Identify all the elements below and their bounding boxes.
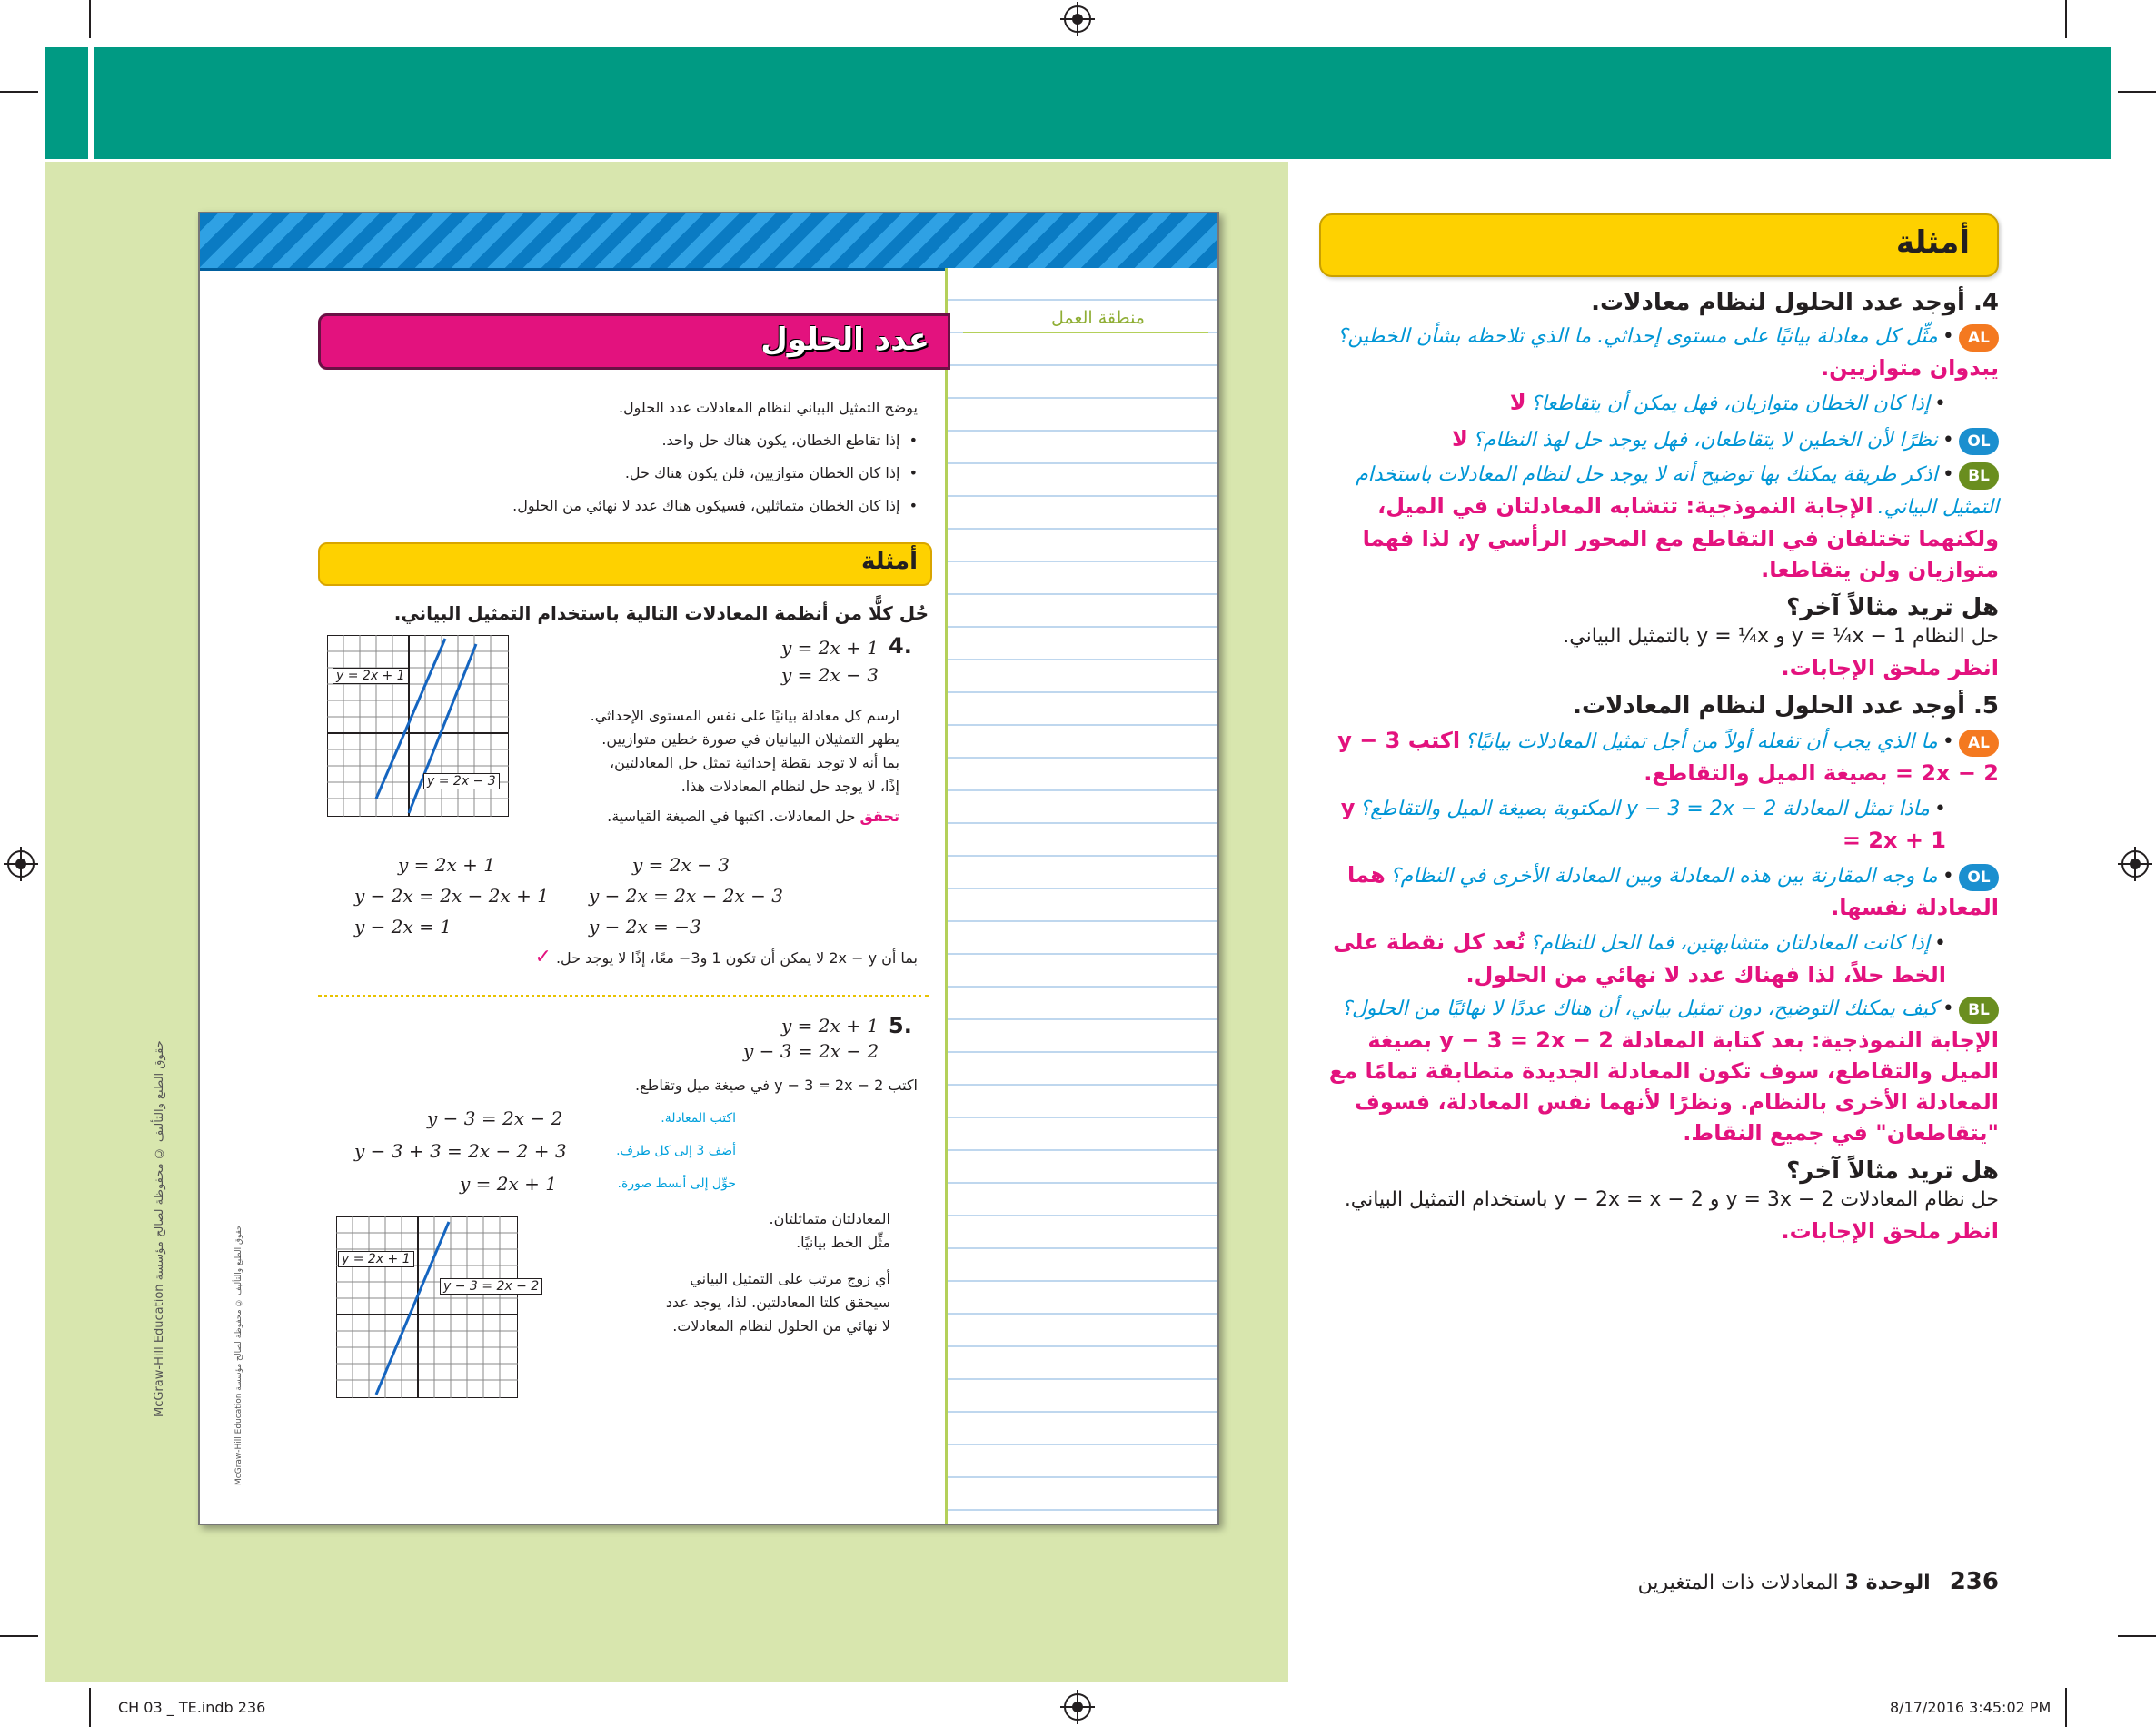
step-row: y − 3 = 2x − 2 اكتب المعادلة. xyxy=(427,1107,736,1129)
crop-mark xyxy=(2065,1688,2067,1727)
example-4-explanation: ارسم كل معادلة بيانيًا على نفس المستوى الإحداثي. يظهر التمثيلان البيانيان في صورة خطين متوازيين. بما أنه لا توجد نقطة إحداثية تمثل حل المعادلتين، إذًا، لا يوجد حل لنظام المعادلات هذا. xyxy=(590,707,899,795)
bl-badge: BL xyxy=(1959,462,1999,490)
check-label: تحقق xyxy=(859,808,899,825)
question-al: AL • ما الذي يجب أن تفعله أولاً من أجل تمثيل المعادلات بيانيًا؟ اكتب y − 3 = 2x − 2 بصيغة الميل والتقاطع. xyxy=(1337,728,1999,786)
example-4-number: 4. xyxy=(889,633,912,659)
step-row: y = 2x + 1 حوِّل إلى أبسط صورة. xyxy=(460,1173,736,1195)
side-copyright-small: McGraw-Hill Education حقوق الطبع والتأليف © محفوظة لصالح مؤسسة xyxy=(234,1225,243,1485)
ol-badge: OL xyxy=(1959,428,1999,455)
example-5-graph xyxy=(336,1216,518,1398)
step-row: y − 3 + 3 = 2x − 2 + 3 أضف 3 إلى كل طرف. xyxy=(354,1140,736,1162)
registration-mark-icon xyxy=(1064,5,1091,33)
example-4-conclusion: بما أن 2x − y لا يمكن أن تكون 1 و3− معًا، إذًا لا يوجد حل. ✓ xyxy=(534,946,918,968)
examples-title: أمثلة xyxy=(860,548,918,575)
list-item: • إذا كان الخطان متوازيين، فلن يكون هناك حل. xyxy=(624,464,918,481)
graph-label: y = 2x + 1 xyxy=(333,668,409,684)
example-5-instruction: اكتب 2 − y − 3 = 2x في صيغة ميل وتقاطع. xyxy=(635,1077,918,1094)
example-5-explanation: المعادلتان متماثلتان. مثِّل الخط بيانيًا. أي زوج مرتب على التمثيل البياني سيحقق كلتا المعادلتين. لذا، يوجد عدد لا نهائي من الحلول لنظام المعادلات. xyxy=(665,1210,890,1335)
divider xyxy=(318,995,929,997)
header-band xyxy=(45,47,2111,159)
crop-mark xyxy=(2118,1635,2156,1637)
registration-mark-icon xyxy=(2121,850,2149,878)
unit-title: المعادلات ذات المتغيرين xyxy=(1637,1572,1839,1594)
example-5-heading: 5. أوجد عدد الحلول لنظام المعادلات. xyxy=(1573,692,1999,720)
teacher-notes xyxy=(1326,289,1999,1246)
divider xyxy=(963,332,1208,333)
section-title-bar xyxy=(318,313,950,370)
unit-label: الوحدة 3 xyxy=(1844,1572,1931,1594)
check-mark-icon: ✓ xyxy=(534,946,551,968)
intro-block xyxy=(318,392,918,522)
graph-label: y − 3 = 2x − 2 xyxy=(440,1278,542,1295)
check-steps-right: y = 2x − 3 y − 2x = 2x − 2x − 3 y − 2x = −3 xyxy=(589,854,783,938)
check-steps-left: y = 2x + 1 y − 2x = 2x − 2x + 1 y − 2x = 1 xyxy=(354,854,549,938)
graph-label: y = 2x + 1 xyxy=(338,1251,414,1267)
crop-mark xyxy=(2118,91,2156,93)
section-title: عدد الحلول xyxy=(760,322,929,358)
crop-mark xyxy=(0,91,38,93)
al-badge: AL xyxy=(1959,730,1999,757)
example-5-number: 5. xyxy=(889,1013,912,1038)
another-example-title: هل تريد مثالاً آخر؟ xyxy=(1786,594,1999,621)
example-5-eq1: y = 2x + 1 xyxy=(781,1015,879,1037)
page-number: 236 xyxy=(1949,1568,1999,1595)
crop-mark xyxy=(0,1635,38,1637)
another-example-title: هل تريد مثالاً آخر؟ xyxy=(1786,1157,1999,1185)
work-area-title: منطقة العمل xyxy=(1051,308,1145,328)
examples-title: أمثلة xyxy=(1895,224,1970,261)
instruction: حُل كلًّا من أنظمة المعادلات التالية باستخدام التمثيل البياني. xyxy=(393,602,929,624)
list-item: • إذا تقاطع الخطان، يكون هناك حل واحد. xyxy=(661,432,918,449)
another-example-answer: انظر ملحق الإجابات. xyxy=(1781,1218,1999,1244)
crop-mark xyxy=(2065,0,2067,38)
question-ol: OL • نظرًا لأن الخطين لا يتقاطعان، فهل يوجد حل لهذ النظام؟ لا xyxy=(1326,423,1999,456)
example-4-eq1: y = 2x + 1 xyxy=(781,637,879,659)
question: • ماذا تمثل المعادلة y − 3 = 2x − 2 المكتوبة بصيغة الميل والتقاطع؟ y = 2x + 1 xyxy=(1340,795,1946,853)
question: • إذا كانت المعادلتان متشابهتين، فما الحل للنظام؟ تُعد كل نقطة على الخط حلاً، لذا فهناك عدد لا نهائي من الحلول. xyxy=(1333,929,1946,988)
slug-left: CH 03 _ TE.indb 236 xyxy=(118,1699,266,1716)
al-badge: AL xyxy=(1959,324,1999,352)
bl-badge: BL xyxy=(1959,997,1999,1024)
intro-text: يوضح التمثيل البياني لنظام المعادلات عدد الحلول. xyxy=(618,399,918,416)
question-al: AL • مثِّل كل معادلة بيانيًا على مستوى إحداثي. ما الذي تلاحظه بشأن الخطين؟ يبدوان متوازيين. xyxy=(1336,325,1999,381)
side-copyright: McGraw-Hill Education حقوق الطبع والتأليف © محفوظة لصالح مؤسسة xyxy=(153,1040,166,1417)
example-4-heading: 4. أوجد عدد الحلول لنظام معادلات. xyxy=(1591,289,1999,316)
list-item: • إذا كان الخطان متماثلين، فسيكون هناك عدد لا نهائي من الحلول. xyxy=(512,497,918,514)
another-example-answer: انظر ملحق الإجابات. xyxy=(1781,655,1999,680)
registration-mark-icon xyxy=(1064,1693,1091,1721)
question-ol: OL • ما وجه المقارنة بين هذه المعادلة وبين المعادلة الأخرى في النظام؟ هما المعادلة نفسها. xyxy=(1347,862,1999,920)
example-5-steps xyxy=(354,1107,736,1206)
registration-mark-icon xyxy=(7,850,35,878)
examples-title-bar xyxy=(1319,213,1999,277)
slug-right: 8/17/2016 3:45:02 PM xyxy=(1890,1699,2052,1716)
crop-mark xyxy=(89,0,91,38)
another-example-text: حل النظام y = ¼x − 1 و y = ¼x بالتمثيل البياني. xyxy=(1563,625,1999,648)
example-4-eq2: y = 2x − 3 xyxy=(781,664,879,686)
work-area xyxy=(945,268,1219,1524)
student-book-page xyxy=(198,212,1219,1525)
page-footer xyxy=(1454,1568,1999,1595)
check-line: تحقق حل المعادلات. اكتبها في الصيغة القياسية. xyxy=(607,808,899,825)
question-bl: BL • كيف يمكنك التوضيح، دون تمثيل بياني، أن هناك عددًا لا نهائيًا من الحلول؟ الإجابة النموذجية: بعد كتابة المعادلة y − 3 = 2x − 2 بصيغة الميل والتقاطع، سوف تكون المعادلة الجديدة متطابقة تمامًا مع المعادلة الأخرى بالنظام. ونظرًا لأنهما نفس المعادلة، فسوف "يتقاطعان" في جميع النقاط. xyxy=(1328,997,1999,1146)
crop-mark xyxy=(89,1688,91,1727)
ol-badge: OL xyxy=(1959,864,1999,891)
example-4-graph xyxy=(327,635,509,817)
examples-title-bar xyxy=(318,542,932,586)
book-header-stripe xyxy=(200,213,1217,271)
another-example-text: حل نظام المعادلات y = 3x − 2 و y − 2x = x − 2 باستخدام التمثيل البياني. xyxy=(1344,1188,1999,1211)
graph-label: y = 2x − 3 xyxy=(423,773,500,789)
question: • إذا كان الخطان متوازيان، فهل يمكن أن يتقاطعا؟ لا xyxy=(1509,390,1946,415)
example-5-eq2: y − 3 = 2x − 2 xyxy=(743,1040,879,1062)
question-bl: BL • اذكر طريقة يمكنك بها توضيح أنه لا يوجد حل لنظام المعادلات باستخدام التمثيل البياني. الإجابة النموذجية: تتشابه المعادلتان في الميل، ولكنهما تختلفان في التقاطع مع المحور الرأسي y، لذا فهما متوازيان ولن يتقاطعا. xyxy=(1356,463,1999,582)
